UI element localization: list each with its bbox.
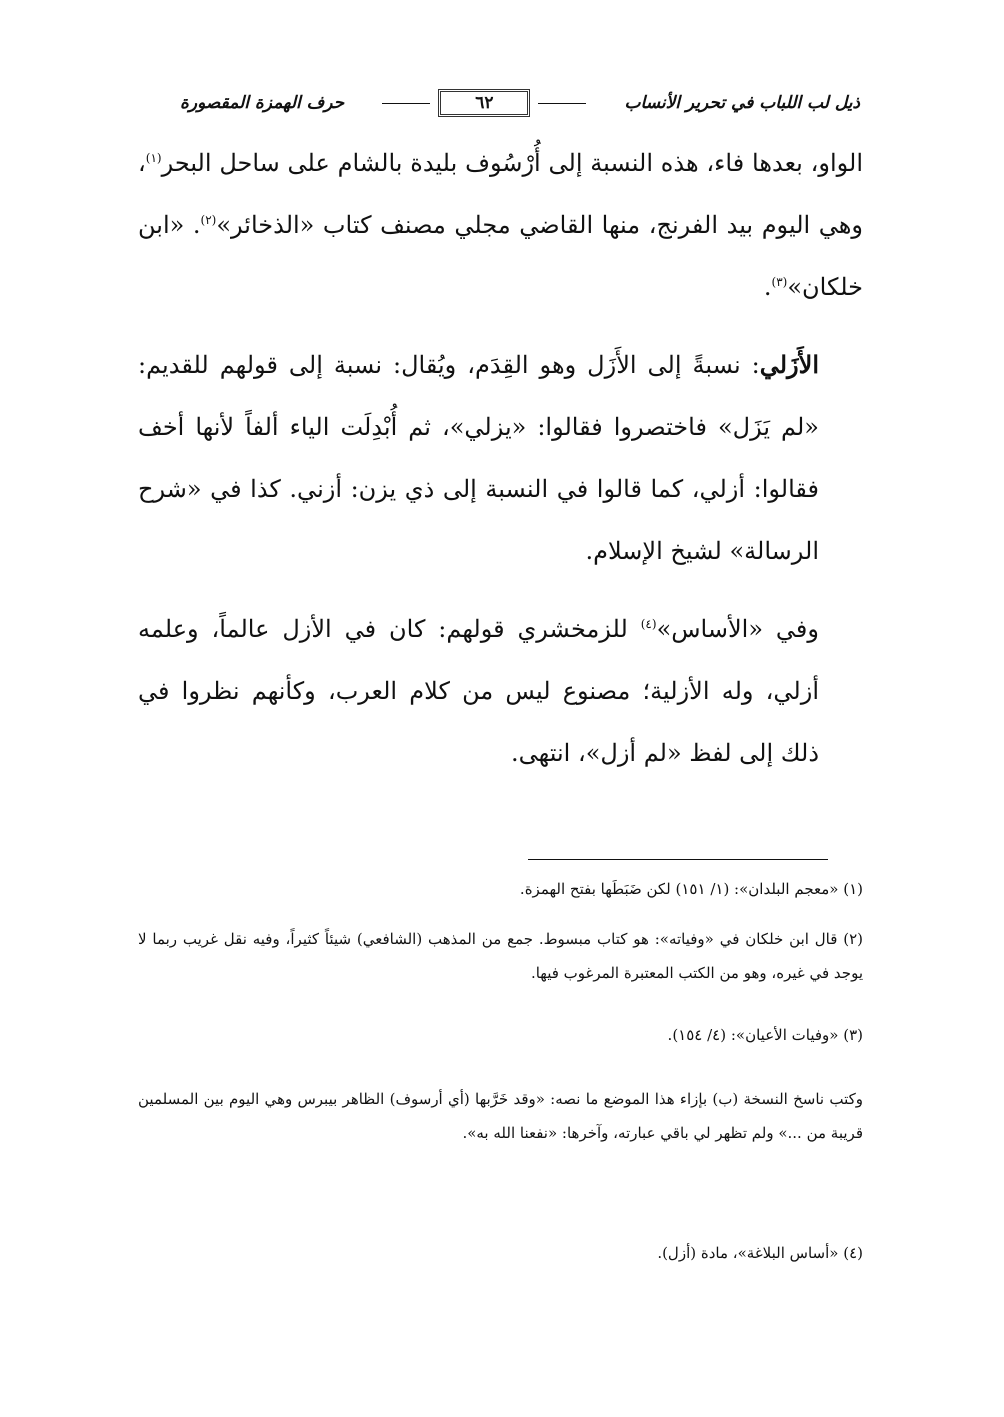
- footnote-2: (٢) قال ابن خلكان في «وفياته»: هو كتاب مبسوط. جمع من المذهب (الشافعي) شيئاً كثيراً، وفيه نقل غريب ربما لا يوجد في غيره، وهو من الكتب المعتبرة المرغوب فيها.: [138, 930, 863, 982]
- paragraph-arsuf-text: [138, 132, 863, 318]
- footnote-separator: [528, 859, 828, 860]
- text-run: وفي «الأساس»: [656, 615, 819, 643]
- running-header: [180, 88, 860, 118]
- text-run: للزمخشري قولهم: كان في الأزل عالماً، وعلمه أزلي، وله الأزلية؛ مصنوع ليس من كلام العرب، وكأنهم نظروا في ذلك إلى لفظ «لم أزل»، انتهى.: [138, 615, 819, 767]
- paragraph-arsuf: [138, 132, 863, 318]
- text-run: ، وهي اليوم بيد الفرنج، منها القاضي مجلي مصنف كتاب «الذخائر»: [138, 149, 864, 239]
- book-title: ذيل لب اللباب في تحرير الأنساب: [624, 93, 860, 113]
- page-number: ٦٢: [438, 89, 530, 117]
- text-run: . «ابن خلكان»: [138, 211, 863, 301]
- text-run: : نسبةً إلى الأَزَل وهو القِدَم، ويُقال: نسبة إلى قولهم للقديم: «لم يَزَل» فاختصروا فقالوا: «يزلي»، ثم أُبْدِلَت الياء ألفاً لأنها أخف فقالوا: أزلي، كما قالوا في النسبة إلى ذي يزن: أزني. كذا في «شرح الرسالة» لشيخ الإسلام.: [138, 351, 819, 565]
- entry-term: الأَزَلي: [759, 350, 819, 379]
- paragraph-asas-text: [138, 598, 863, 784]
- paragraph-azali-text: [138, 334, 863, 582]
- footnote-4: (٤) «أساس البلاغة»، مادة (أزل).: [657, 1244, 863, 1262]
- footnote-1: (١) «معجم البلدان»: (١/ ١٥١) لكن ضَبَطَها بفتح الهمزة.: [519, 880, 863, 898]
- footnote-copyist-note: وكتب ناسخ النسخة (ب) بإزاء هذا الموضع ما نصه: «وقد خَرَّبها (أي أرسوف) الظاهر بيبرس وهي اليوم بين المسلمين قريبة من ...» ولم تظهر لي باقي عبارته، وآخرها: «نفعنا الله به».: [138, 1090, 863, 1142]
- section-title: حرف الهمزة المقصورة: [180, 93, 345, 113]
- header-rule-right: [538, 103, 586, 104]
- paragraph-azali: [138, 334, 863, 582]
- footnote-3: (٣) «وفيات الأعيان»: (٤/ ١٥٤).: [667, 1026, 863, 1044]
- footnote-ref-4[interactable]: (٤): [640, 617, 657, 631]
- page-number-group: [382, 89, 586, 117]
- header-rule-left: [382, 103, 430, 104]
- footnote-ref-1[interactable]: (١): [145, 151, 162, 165]
- text-run: الواو، بعدها فاء، هذه النسبة إلى أُرْسُوف بليدة بالشام على ساحل البحر: [161, 149, 863, 177]
- text-run: .: [763, 273, 772, 301]
- footnote-ref-2[interactable]: (٢): [200, 213, 217, 227]
- paragraph-asas: [138, 598, 863, 784]
- footnote-ref-3[interactable]: (٣): [771, 275, 788, 289]
